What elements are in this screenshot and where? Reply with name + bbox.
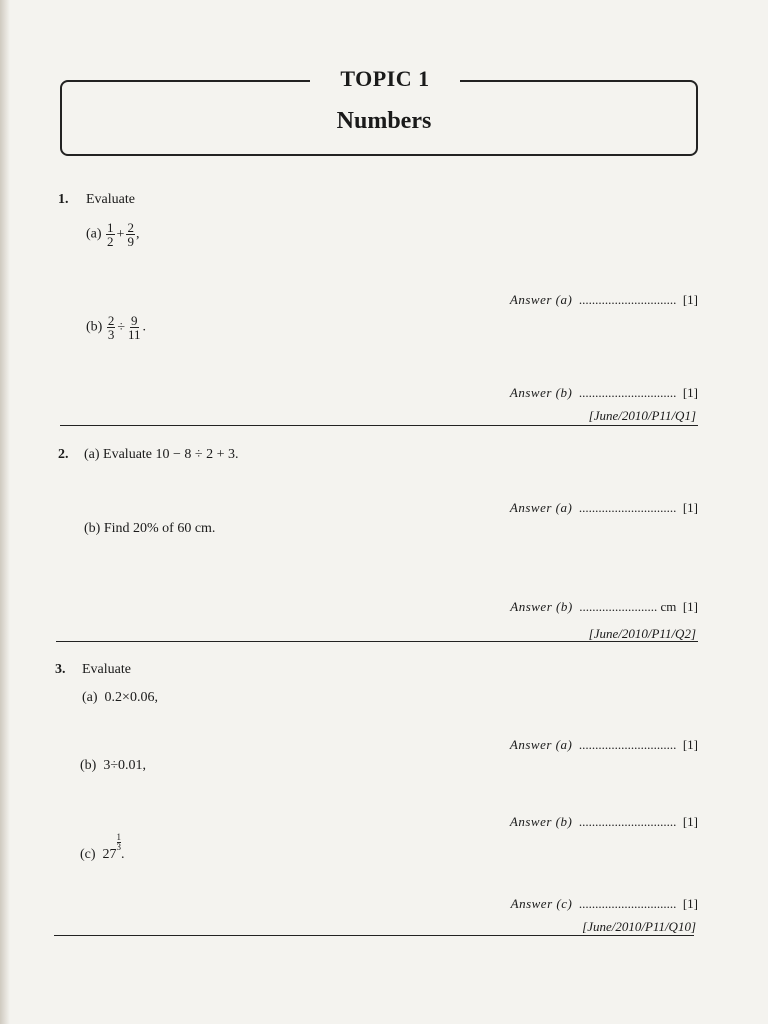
fraction: $\frac{2}{9}$	[127, 220, 134, 249]
question-3b-answer-line[interactable]: Answer (b) .............................. [1]	[509, 814, 698, 829]
question-1-number: 1.	[58, 192, 69, 207]
page-edge-shadow	[0, 0, 10, 1024]
question-3a: (a) 0.2×0.06,	[82, 690, 158, 705]
question-1b-label: (b)	[86, 319, 103, 335]
question-3b: (b) 3÷0.01,	[80, 758, 147, 773]
question-3-reference: [June/2010/P11/Q10]	[582, 919, 696, 934]
section-divider	[56, 641, 698, 642]
fraction: $\frac{9}{11}$	[128, 313, 141, 342]
question-1a-label: (a)	[86, 226, 102, 242]
topic-label: TOPIC 1	[310, 66, 460, 94]
question-1b-answer-line[interactable]: Answer (b) .............................. [1]	[509, 385, 698, 400]
fraction: $\frac{1}{2}$	[107, 220, 114, 249]
topic-name: Numbers	[336, 108, 432, 134]
question-3a-answer-line[interactable]: Answer (a) .............................. [1]	[509, 737, 698, 752]
question-2a: (a) Evaluate 10 − 8 ÷ 2 + 3.	[84, 447, 239, 462]
question-3-prompt: Evaluate	[82, 662, 131, 677]
section-divider	[60, 425, 698, 426]
question-3c-answer-line[interactable]: Answer (c) .............................. [1]	[510, 896, 698, 911]
question-1a: (a) $\frac{1}{2}$ + $\frac{2}{9}$ ,	[86, 220, 140, 249]
question-2b-answer-line[interactable]: Answer (b) ........................ cm [1]	[510, 599, 698, 614]
question-2b: (b) Find 20% of 60 cm.	[84, 521, 216, 536]
question-1-reference: [June/2010/P11/Q1]	[588, 408, 696, 423]
fraction: $\frac{2}{3}$	[107, 313, 115, 342]
question-1b: (b) $\frac{2}{3}$ ÷ $\frac{9}{11}$ .	[86, 313, 147, 342]
question-2-number: 2.	[58, 447, 69, 462]
section-divider	[54, 935, 694, 936]
question-3-number: 3.	[55, 662, 66, 677]
question-2a-answer-line[interactable]: Answer (a) .............................. [1]	[509, 500, 698, 515]
question-3c: (c) 27 $\frac{1}{3}$ .	[80, 832, 125, 862]
question-1a-answer-line[interactable]: Answer (a) .............................. [1]	[509, 292, 698, 307]
question-1-prompt: Evaluate	[86, 192, 135, 207]
fractional-exponent: $\frac{1}{3}$	[116, 832, 122, 852]
question-2-reference: [June/2010/P11/Q2]	[588, 626, 696, 641]
